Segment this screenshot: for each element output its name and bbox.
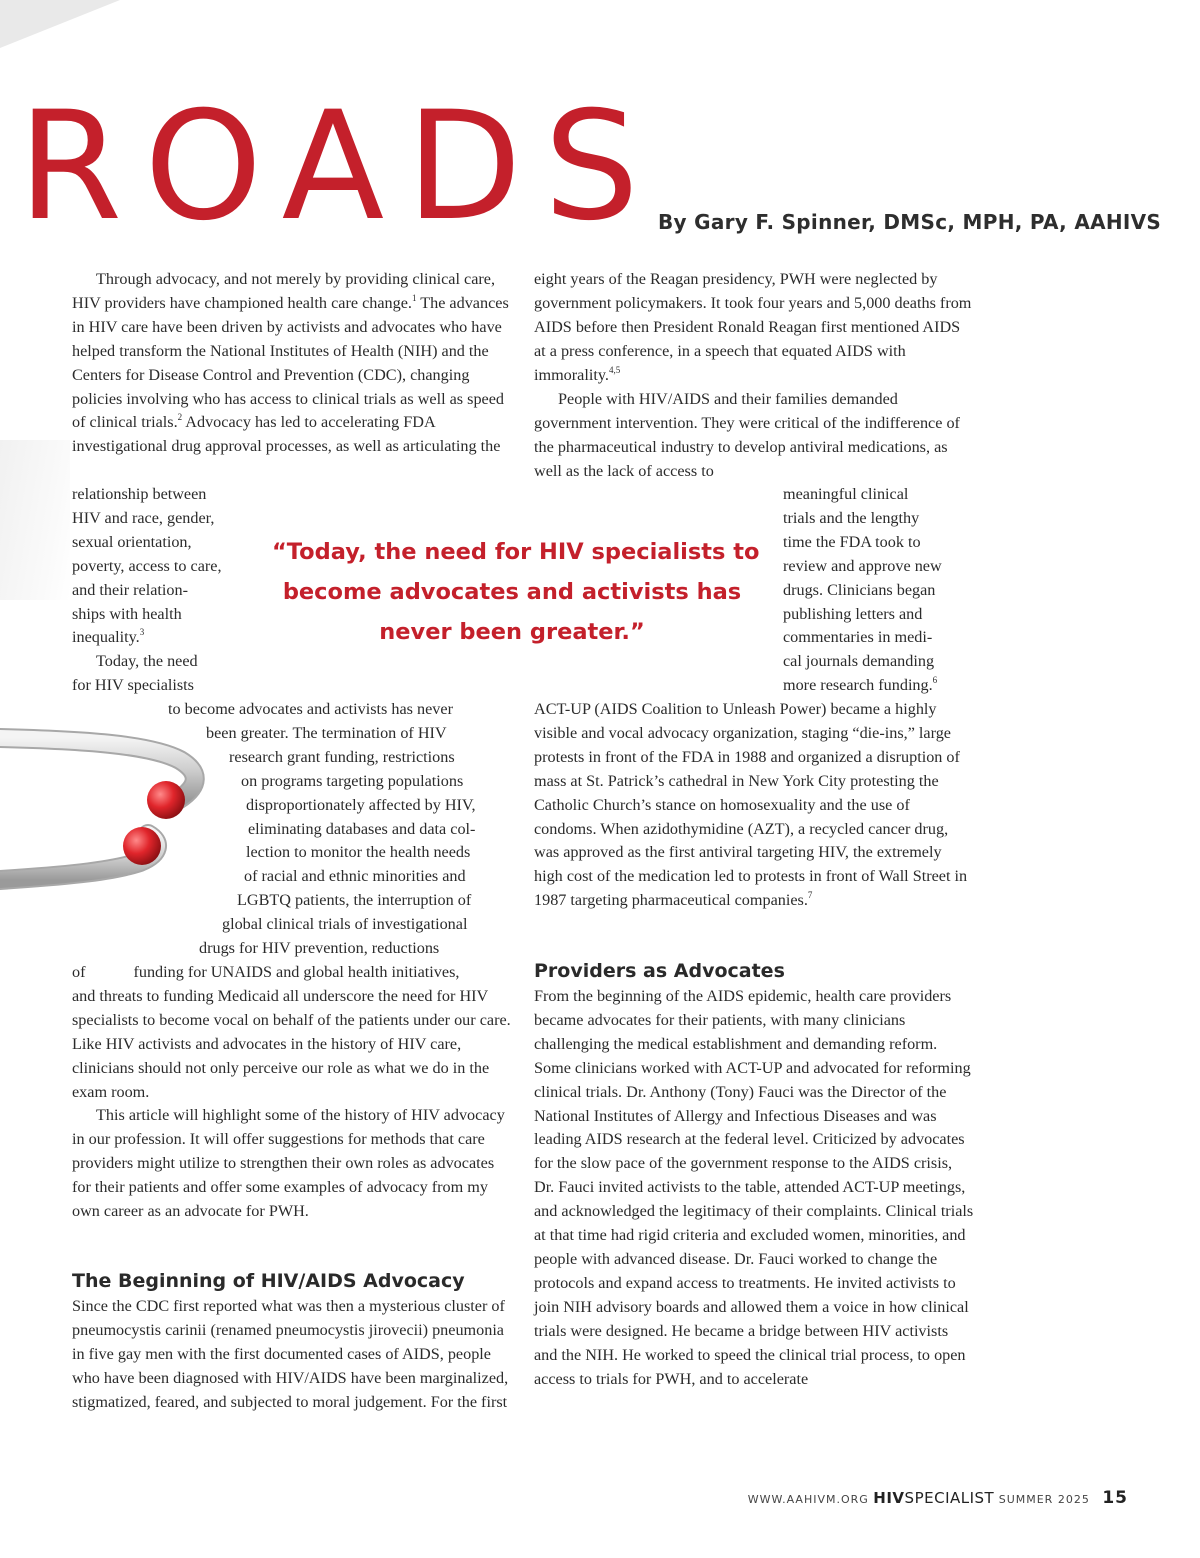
- pull-quote: “Today, the need for HIV specialists to become advocates and activists has never been greater.”: [272, 539, 760, 645]
- article-title: ROADS: [18, 80, 661, 254]
- background-decoration: [0, 440, 70, 600]
- section-heading-providers: Providers as Advocates: [534, 960, 785, 982]
- footer-website: WWW.AAHIVM.ORG: [747, 1493, 869, 1506]
- corner-decoration: [0, 0, 120, 48]
- families-paragraph: People with HIV/AIDS and their families demanded government intervention. They were critical of the indifference of the pharmaceutical industry to develop antiviral medications, as well as the lack of access to: [534, 390, 960, 480]
- reagan-paragraph: eight years of the Reagan presidency, PWH were neglected by government policymakers. It took four years and 5,000 deaths from AIDS before then President Ronald Reagan first mentioned AIDS at a press conference, in a speech that equated AIDS with immorality.$^{4,5}$: [534, 270, 972, 384]
- act-up-paragraph: ACT-UP (AIDS Coalition to Unleash Power) became a highly visible and vocal advocacy organization, staging “die-ins,” large protests in front of the FDA in 1988 and organized a disruption of mass at St. Patrick’s cathedral in New York City protesting the Catholic Church’s stance on homosexuality and the use of condoms. When azidothymidine (AZT), a recycled cancer drug, was approved as the first antiviral targeting HIV, the extremely high cost of the medication led to protests in front of Wall Street in 1987 targeting pharmaceutical companies.$^7$: [534, 700, 968, 910]
- wrapped-text-stethoscope: to become advocates and activists has never been greater. The termination of HIV research grant funding, restrictions on programs targeting populations disproportionately affected by HIV, eliminating databases and data col- lection to monitor the health needs of racial and ethnic minorities and LGBTQ patients, the interruption of global clinical trials of investigational drugs for HIV prevention, reductions: [168, 700, 476, 958]
- wrapped-text-right: meaningful clinical trials and the lengthy time the FDA took to review and approve new drugs. Clinicians began publishing letters and commentaries in medi- cal journals demanding more research funding.$^6$: [783, 485, 942, 695]
- funding-paragraph: of funding for UNAIDS and global health initiatives, and threats to funding Medicaid all underscore the need for HIV specialists to become vocal on behalf of the patients under our care. Like HIV activists and advocates in the history of HIV care, clinicians should not only perceive our role as what we do in the exam room.: [72, 963, 511, 1101]
- intro-paragraph: Through advocacy, and not merely by providing clinical care, HIV providers have championed health care change.$^1$ The advances in HIV care have been driven by activists and advocates who have helped transform the National Institutes of Health (NIH) and the Centers for Disease Control and Prevention (CDC), changing policies involving who has access to clinical trials as well as speed of clinical trials.$^2$ Advocacy has led to accelerating FDA investigational drug approval processes, as well as articulating the: [72, 270, 509, 456]
- byline: By Gary F. Spinner, DMSc, MPH, PA, AAHIVS: [658, 210, 1162, 234]
- article-overview-paragraph: This article will highlight some of the history of HIV advocacy in our profession. It will offer suggestions for methods that care providers might utilize to strengthen their own roles as advocates for their patients and offer some examples of advocacy from my own career as an advocate for PWH.: [72, 1106, 505, 1220]
- section-heading-beginning: The Beginning of HIV/AIDS Advocacy: [72, 1270, 465, 1292]
- providers-paragraph: From the beginning of the AIDS epidemic, health care providers became advocates for their patients, with many clinicians challenging the medical establishment and demanding reform. Some clinicians worked with ACT-UP and advocated for reforming clinical trials. Dr. Anthony (Tony) Fauci was the Director of the National Institutes of Allergy and Infectious Diseases and was leading AIDS research at the federal level. Criticized by advocates for the slow pace of the government response to the AIDS crisis, Dr. Fauci invited activists to the table, attended ACT-UP meetings, and acknowledged the legitimacy of their complaints. Clinical trials at that time had rigid criteria and excluded women, minorities, and people with advanced disease. Dr. Fauci worked to change the protocols and expand access to treatments. He invited activists to join NIH advisory boards and allowed them a voice in how clinical trials were designed. He became a bridge between HIV activists and the NIH. He worked to speed the clinical trial process, to open access to trials for PWH, and to accelerate: [534, 987, 974, 1388]
- beginning-paragraph: Since the CDC first reported what was then a mysterious cluster of pneumocystis carinii (renamed pneumocystis jirovecii) pneumonia in five gay men with the first documented cases of AIDS, people who have been diagnosed with HIV/AIDS have been marginalized, stigmatized, feared, and subjected to moral judgement. For the first: [72, 1297, 509, 1411]
- magazine-name: HIVSPECIALIST: [873, 1489, 995, 1507]
- page-footer: [748, 1488, 1128, 1508]
- issue-season: SUMMER 2025: [998, 1493, 1090, 1506]
- page-number: 15: [1102, 1488, 1128, 1508]
- wrapped-text-left: relationship between HIV and race, gender, sexual orientation, poverty, access to care, and their relation- ships with health inequality.$^3$ Today, the need for HIV specialists: [72, 485, 222, 695]
